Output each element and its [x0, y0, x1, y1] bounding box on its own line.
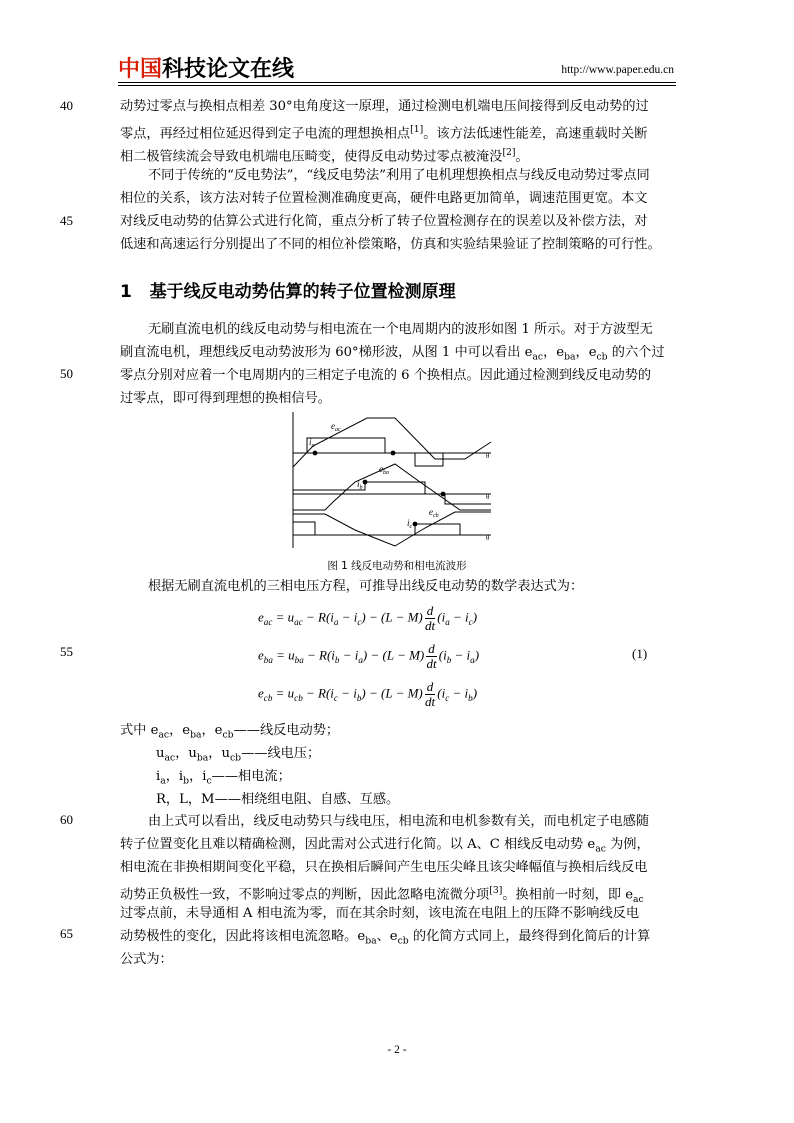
- equation-row-1: $e_{ac} = u_{ac} - R(i_a - i_c) - (L - M)$ $\frac{d}{dt}$ $(i_a - i_c)$: [258, 603, 478, 633]
- para2-line: 对线反电动势的估算公式进行化简，重点分析了转子位置检测存在的误差以及补偿方法，对: [120, 214, 648, 229]
- theta-label: θ: [486, 493, 490, 501]
- figure-caption: 图 1 线反电动势和相电流波形: [327, 560, 467, 572]
- line-number: 55: [60, 644, 73, 659]
- citation: [3]: [489, 885, 503, 896]
- zero-crossing-point: [313, 451, 318, 456]
- para1-line: 相二极管续流会导致电机端电压畸变，使得反电动势过零点被淹没[2]。: [120, 147, 529, 165]
- definition-line: $u_{ac}$，$u_{ba}$，$u_{cb}——$线电压；: [156, 746, 321, 764]
- line-number: 40: [60, 98, 73, 113]
- line-number: 50: [60, 366, 73, 381]
- para5-line: 转子位置变化且难以精确检测，因此需对公式进行化简。以 A、C 相线反电动势 $e_{ac}$ 为例，: [120, 837, 650, 855]
- label-eba: $e_{ba}$: [379, 464, 389, 476]
- eac-waveform: [293, 418, 491, 467]
- header-rule-thin: [118, 85, 676, 86]
- header-url: http://www.paper.edu.cn: [561, 64, 674, 76]
- label-ia: $i_a$: [309, 437, 315, 449]
- ib-waveform: [293, 482, 491, 504]
- definition-line: R，L，M——相绕组电阻、自感、互感。: [156, 792, 400, 807]
- para3-line: 无刷直流电机的线反电动势与相电流在一个电周期内的波形如图 1 所示。对于方波型无: [148, 322, 653, 337]
- line-number: 60: [60, 812, 73, 827]
- para5-line: 由上式可以看出，线反电动势只与线电压，相电流和电机参数有关，而电机定子电感随: [148, 814, 650, 829]
- theta-label: θ: [486, 452, 490, 460]
- derivative-fraction: $\frac{d}{dt}$: [424, 603, 436, 633]
- para3-line: 零点分别对应着一个电周期内的三相定子电流的 6 个换相点。因此通过检测到线反电动势的: [120, 368, 652, 383]
- zero-crossing-point: [441, 492, 446, 497]
- para3-line: 刷直流电机，理想线反电动势波形为 60°梯形波，从图 1 中可以看出 $e_{ac}$，$e_{ba}$，$e_{cb}$ 的六个过: [120, 345, 665, 363]
- derivative-fraction: $\frac{d}{dt}$: [424, 679, 436, 709]
- zero-crossing-point: [391, 451, 396, 456]
- page-number: - 2 -: [387, 1044, 407, 1056]
- para5-line: 公式为：: [120, 952, 173, 967]
- zero-crossing-point: [413, 522, 418, 527]
- line-number: 65: [60, 926, 73, 941]
- label-ecb: $e_{cb}$: [429, 507, 439, 519]
- para4-line: 根据无刷直流电机的三相电压方程，可推导出线反电动势的数学表达式为：: [148, 579, 584, 594]
- para2-line: 不同于传统的“反电势法”，“线反电势法”利用了电机理想换相点与线反电动势过零点同: [148, 168, 650, 183]
- line-number: 45: [60, 213, 73, 228]
- theta-label: θ: [486, 534, 490, 542]
- figure-waveforms: [285, 412, 507, 552]
- para5-line: 过零点前，未导通相 A 相电流为零，而在其余时刻，该电流在电阻上的压降不影响线反电: [120, 906, 640, 921]
- section-heading: 1 基于线反电动势估算的转子位置检测原理: [120, 282, 456, 302]
- citation: [1]: [410, 124, 424, 135]
- para1-line: 零点，再经过相位延迟得到定子电流的理想换相点[1]。该方法低速性能差，高速重载时关断: [120, 124, 648, 142]
- citation: [2]: [502, 147, 516, 158]
- site-logo: 中国科技论文在线: [118, 57, 295, 82]
- label-eac: $e_{ac}$: [331, 421, 341, 433]
- header-rule: [118, 82, 676, 83]
- zero-crossing-point: [363, 480, 368, 485]
- label-ib: $i_b$: [357, 479, 363, 491]
- derivative-fraction: $\frac{d}{dt}$: [426, 641, 437, 671]
- definition-line: 式中 $e_{ac}$，$e_{ba}$，$e_{cb}——$线反电动势；: [120, 723, 340, 741]
- para5-line: 相电流在非换相期间变化平稳，只在换相后瞬间产生电压尖峰且该尖峰幅值与换相后线反电: [120, 860, 648, 875]
- para1-line: 动势过零点与换相点相差 30°电角度这一原理，通过检测电机端电压间接得到反电动势的过: [120, 99, 649, 114]
- para5-line: 动势极性的变化，因此将该相电流忽略。$e_{ba}$、$e_{cb}$ 的化简方式同上，最终得到化简后的计算: [120, 929, 651, 947]
- definition-line: $i_a$，$i_b$，$i_c——$相电流；: [156, 769, 291, 787]
- para5-line: 动势正负极性一致，不影响过零点的判断，因此忽略电流微分项[3]。换相前一时刻，即 $e_{ac}$: [120, 885, 644, 906]
- ecb-waveform: [293, 512, 491, 546]
- eba-waveform: [293, 464, 491, 510]
- ic-waveform: [293, 522, 491, 535]
- equation-row-2: $e_{ba} = u_{ba} - R(i_b - i_a) - (L - M)$ $\frac{d}{dt}$ $(i_b - i_a)$: [258, 641, 480, 671]
- para3-line: 过零点，即可得到理想的换相信号。: [120, 391, 331, 406]
- label-ic: $i_c$: [407, 518, 413, 530]
- para2-line: 低速和高速运行分别提出了不同的相位补偿策略，仿真和实验结果验证了控制策略的可行性。: [120, 237, 661, 252]
- equation-row-3: $e_{cb} = u_{cb} - R(i_c - i_b) - (L - M)$ $\frac{d}{dt}$ $(i_c - i_b)$: [258, 679, 478, 709]
- equation-number: (1): [632, 646, 648, 661]
- para2-line: 相位的关系，该方法对转子位置检测准确度更高，硬件电路更加简单，调速范围更宽。本文: [120, 191, 648, 206]
